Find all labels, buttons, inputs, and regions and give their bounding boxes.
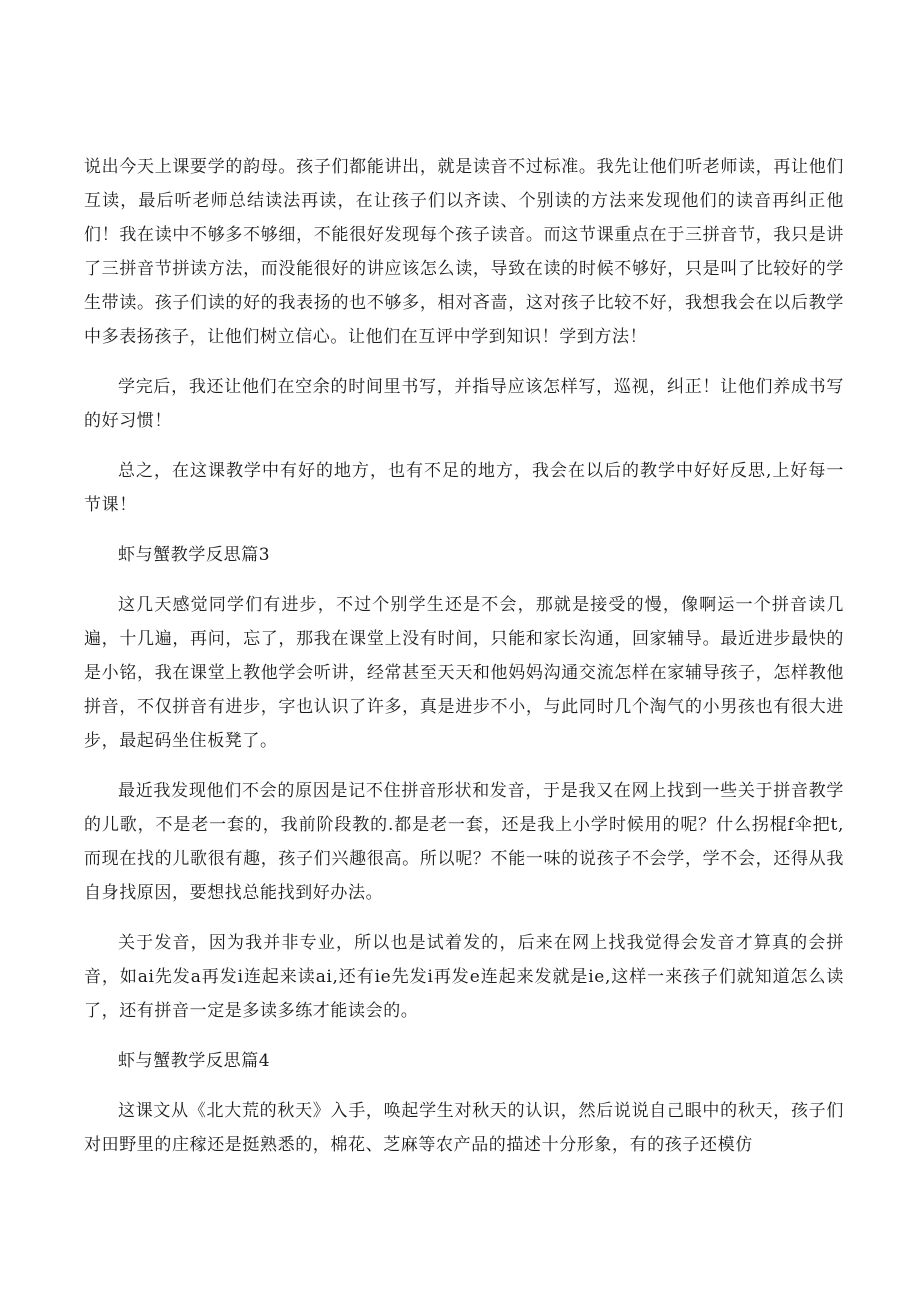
paragraph-progress: 这几天感觉同学们有进步，不过个别学生还是不会，那就是接受的慢，像啊运一个拼音读几遍，十几遍，再问，忘了，那我在课堂上没有时间，只能和家长沟通，回家辅导。最近进步最快的是小铭，我在课堂上教他学会听讲，经常甚至天天和他妈妈沟通交流怎样在家辅导孩子，怎样教他拼音，不仅拼音有进步，字也认识了许多，真是进步不小，与此同时几个淘气的小男孩也有很大进步，最起码坐住板凳了。	[84, 595, 844, 751]
paragraph-writing-practice: 学完后，我还让他们在空余的时间里书写，并指导应该怎样写，巡视，纠正！让他们养成书写的好习惯！	[84, 377, 844, 431]
paragraph-continuation: 说出今天上课要学的韵母。孩子们都能讲出，就是读音不过标准。我先让他们听老师读，再让他们互读，最后听老师总结读法再读，在让孩子们以齐读、个别读的方法来发现他们的读音再纠正他们！我在读中不够多不够细，不能很好发现每个孩子读音。而这节课重点在于三拼音节，我只是讲了三拼音节拼读方法，而没能很好的讲应该怎么读，导致在读的时候不够好，只是叫了比较好的学生带读。孩子们读的好的我表扬的也不够多，相对吝啬，这对孩子比较不好，我想我会在以后教学中多表扬孩子，让他们树立信心。让他们在互评中学到知识！学到方法！	[84, 157, 844, 347]
paragraph-pronunciation: 关于发音，因为我并非专业，所以也是试着发的，后来在网上找我觉得会发音才算真的会拼音，如ai先发a再发i连起来读ai,还有ie先发i再发e连起来发就是ie,这样一来孩子们就知道怎么读了，还有拼音一定是多读多练才能读会的。	[84, 933, 844, 1021]
document-body	[84, 150, 844, 1178]
paragraph-autumn: 这课文从《北大荒的秋天》入手，唤起学生对秋天的认识，然后说说自己眼中的秋天，孩子们对田野里的庄稼还是挺熟悉的，棉花、芝麻等农产品的描述十分形象，有的孩子还模仿	[84, 1101, 844, 1155]
section-heading-4: 虾与蟹教学反思篇4	[118, 1051, 271, 1071]
section-heading-3: 虾与蟹教学反思篇3	[118, 545, 271, 565]
paragraph-songs: 最近我发现他们不会的原因是记不住拼音形状和发音，于是我又在网上找到一些关于拼音教学的儿歌，不是老一套的，我前阶段教的.都是老一套，还是我上小学时候用的呢？什么拐棍f伞把t,而现在找的儿歌很有趣，孩子们兴趣很高。所以呢？不能一味的说孩子不会学，学不会，还得从我自身找原因，要想找总能找到好办法。	[84, 781, 844, 903]
paragraph-summary: 总之，在这课教学中有好的地方，也有不足的地方，我会在以后的教学中好好反思,上好每一节课！	[84, 461, 844, 515]
